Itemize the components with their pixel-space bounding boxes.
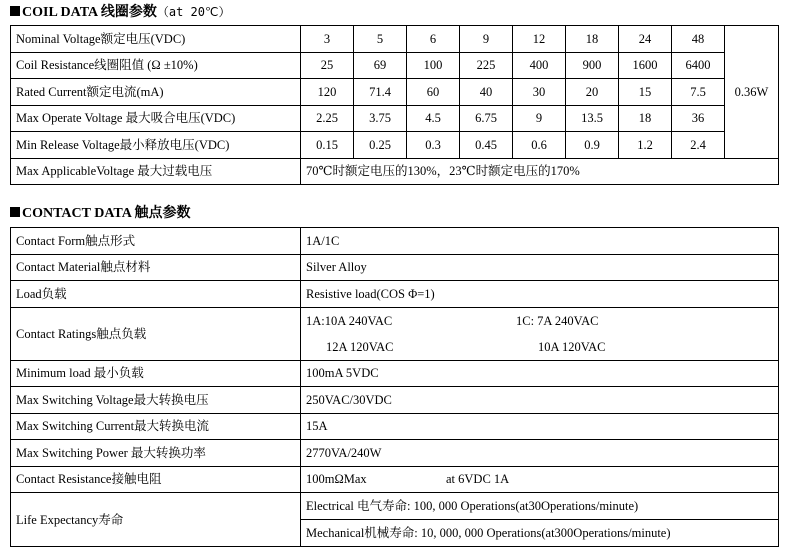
square-bullet-icon xyxy=(10,207,20,217)
row-label: Max Switching Current最大转换电流 xyxy=(11,413,301,440)
table-cell: 0.15 xyxy=(301,132,354,159)
table-cell: 18 xyxy=(566,26,619,53)
square-bullet-icon xyxy=(10,6,20,16)
table-cell: 6 xyxy=(407,26,460,53)
row-label: Load负载 xyxy=(11,281,301,308)
table-row xyxy=(11,387,779,414)
row-label: Max Operate Voltage 最大吸合电压(VDC) xyxy=(11,105,301,132)
row-label: Contact Material触点材料 xyxy=(11,254,301,281)
life-mechanical: Mechanical机械寿命: 10, 000, 000 Operations(at300Operations/minute) xyxy=(306,526,671,540)
table-row xyxy=(11,466,779,493)
table-cell: 900 xyxy=(566,52,619,79)
ratings-line-2: 12A 120VAC 10A 120VAC xyxy=(326,339,606,354)
table-cell: 0.3 xyxy=(407,132,460,159)
table-cell: 100 xyxy=(407,52,460,79)
table-row xyxy=(11,307,779,360)
table-cell: 48 xyxy=(672,26,725,53)
table-cell: 0.6 xyxy=(513,132,566,159)
table-cell: 9 xyxy=(460,26,513,53)
row-label: Contact Ratings触点负载 xyxy=(11,307,301,360)
table-cell: 7.5 xyxy=(672,79,725,106)
ratings-line-1: 1A:10A 240VAC 1C: 7A 240VAC xyxy=(306,313,599,328)
row-value: 100mΩMax at 6VDC 1A xyxy=(301,466,779,493)
table-cell: 0.9 xyxy=(566,132,619,159)
row-label: Life Expectancy寿命 xyxy=(11,493,301,547)
table-cell: 69 xyxy=(354,52,407,79)
ratings-value xyxy=(301,307,779,360)
table-cell: 5 xyxy=(354,26,407,53)
table-row xyxy=(11,254,779,281)
table-cell: 120 xyxy=(301,79,354,106)
life-electrical: Electrical 电气寿命: 100, 000 Operations(at30Operations/minute) xyxy=(301,493,778,520)
table-cell: 20 xyxy=(566,79,619,106)
row-label: Rated Current额定电流(mA) xyxy=(11,79,301,106)
table-row xyxy=(11,105,779,132)
row-label: Min Release Voltage最小释放电压(VDC) xyxy=(11,132,301,159)
row-value: 15A xyxy=(301,413,779,440)
table-cell: 3.75 xyxy=(354,105,407,132)
table-cell: 6.75 xyxy=(460,105,513,132)
contact-data-table xyxy=(10,227,779,547)
life-value xyxy=(301,493,779,547)
row-label: Contact Resistance接触电阻 xyxy=(11,466,301,493)
table-row xyxy=(11,132,779,159)
row-label: Contact Form触点形式 xyxy=(11,228,301,255)
coil-heading-note: （at 20℃） xyxy=(156,5,231,19)
table-cell: 24 xyxy=(619,26,672,53)
table-row xyxy=(11,281,779,308)
table-cell: 71.4 xyxy=(354,79,407,106)
table-cell: 1600 xyxy=(619,52,672,79)
table-cell: 6400 xyxy=(672,52,725,79)
row-label: Nominal Voltage额定电压(VDC) xyxy=(11,26,301,53)
table-cell: 9 xyxy=(513,105,566,132)
row-label: Max Switching Voltage最大转换电压 xyxy=(11,387,301,414)
row-label: Max Switching Power 最大转换功率 xyxy=(11,440,301,467)
table-row xyxy=(11,413,779,440)
table-cell: 2.4 xyxy=(672,132,725,159)
table-cell: 2.25 xyxy=(301,105,354,132)
table-cell: 15 xyxy=(619,79,672,106)
table-cell: 40 xyxy=(460,79,513,106)
row-label: Minimum load 最小负载 xyxy=(11,360,301,387)
row-value: 250VAC/30VDC xyxy=(301,387,779,414)
table-cell: 0.25 xyxy=(354,132,407,159)
table-cell: 25 xyxy=(301,52,354,79)
table-cell: 36 xyxy=(672,105,725,132)
table-cell: 400 xyxy=(513,52,566,79)
coil-data-table xyxy=(10,25,779,185)
table-row xyxy=(11,26,779,53)
table-cell: 18 xyxy=(619,105,672,132)
row-value: 1A/1C xyxy=(301,228,779,255)
table-cell: 30 xyxy=(513,79,566,106)
row-value: Resistive load(COS Φ=1) xyxy=(301,281,779,308)
table-row xyxy=(11,52,779,79)
table-cell: 60 xyxy=(407,79,460,106)
table-cell: 1.2 xyxy=(619,132,672,159)
row-value: 100mA 5VDC xyxy=(301,360,779,387)
row-value: 70℃时额定电压的130%，23℃时额定电压的170% xyxy=(301,158,779,185)
row-label: Coil Resistance线圈阻值 (Ω ±10%) xyxy=(11,52,301,79)
power-cell: 0.36W xyxy=(725,26,779,159)
table-cell: 3 xyxy=(301,26,354,53)
table-cell: 13.5 xyxy=(566,105,619,132)
row-value: Silver Alloy xyxy=(301,254,779,281)
contact-data-heading: CONTACT DATA 触点参数 xyxy=(10,205,191,223)
row-value: 2770VA/240W xyxy=(301,440,779,467)
table-row xyxy=(11,440,779,467)
table-row xyxy=(11,158,779,185)
row-label: Max ApplicableVoltage 最大过载电压 xyxy=(11,158,301,185)
table-row xyxy=(11,493,779,547)
table-cell: 0.45 xyxy=(460,132,513,159)
table-row xyxy=(11,228,779,255)
table-cell: 225 xyxy=(460,52,513,79)
table-cell: 4.5 xyxy=(407,105,460,132)
table-cell: 12 xyxy=(513,26,566,53)
table-row xyxy=(11,360,779,387)
table-row xyxy=(11,79,779,106)
coil-data-heading: COIL DATA 线圈参数（at 20℃） xyxy=(10,3,230,22)
